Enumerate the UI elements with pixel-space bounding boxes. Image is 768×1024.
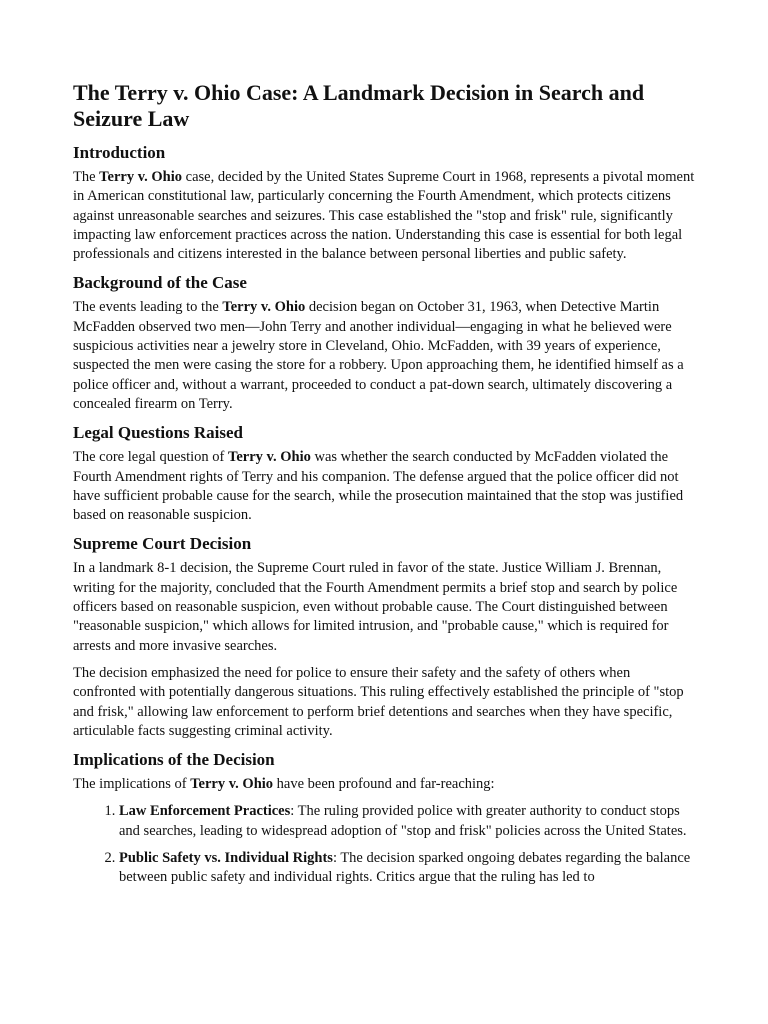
case-name: Terry v. Ohio	[99, 169, 183, 185]
section-heading: Background of the Case	[73, 273, 247, 293]
case-name: Terry v. Ohio	[228, 449, 311, 466]
list-item: 2. Public Safety vs. Individual Rights: The decision sparked ongoing debates regarding the balance between public safety and individual rights. Critics argue that the ruling has led to	[119, 849, 695, 888]
section-heading: Supreme Court Decision	[73, 534, 252, 554]
section-heading: Implications of the Decision	[73, 750, 275, 770]
paragraph: In a landmark 8-1 decision, the Supreme Court ruled in favor of the state. Justice William J. Brennan, writing for the majority, concluded that the Fourth Amendment permits a brief stop and search by police officers based on reasonable suspicion, even without probable cause. The Court distinguished between "reasonable suspicion," which allows for limited intrusion, and "probable cause," which is required for arrests and more invasive searches.	[73, 560, 678, 654]
section-heading: Introduction	[73, 143, 166, 162]
case-name: Terry v. Ohio	[222, 299, 306, 316]
page-title: The Terry v. Ohio Case: A Landmark Decision in Search and Seizure Law	[73, 80, 645, 131]
paragraph: The implications of Terry v. Ohio have been profound and far-reaching:	[73, 776, 495, 793]
section-supreme-court-decision	[73, 533, 695, 741]
section-implications	[73, 749, 695, 887]
paragraph: The Terry v. Ohio case, decided by the United States Supreme Court in 1968, represents a pivotal moment in American constitutional law, particularly concerning the Fourth Amendment, which protects citizens against unreasonable searches and seizures. This case established the "stop and frisk" rule, significantly impacting law enforcement practices across the nation. Understanding this case is essential for both legal professionals and citizens interested in the balance between personal liberties and public safety.	[73, 169, 695, 263]
section-legal-questions	[73, 422, 695, 525]
paragraph: The decision emphasized the need for police to ensure their safety and the safety of others when confronted with potentially dangerous situations. This ruling effectively established the principle of "stop and frisk," allowing law enforcement to perform brief detentions and searches when they have specific, articulable facts suggesting criminal activity.	[73, 664, 684, 739]
section-background	[73, 272, 695, 414]
list-item: 1. Law Enforcement Practices: The ruling provided police with greater authority to conduct stops and searches, leading to widespread adoption of "stop and frisk" policies across the United States.	[119, 802, 695, 841]
paragraph: The events leading to the Terry v. Ohio decision began on October 31, 1963, when Detective Martin McFadden observed two men—John Terry and another individual—engaging in what he believed were suspicious activities near a jewelry store in Cleveland, Ohio. McFadden, with 39 years of experience, suspected the men were casing the store for a robbery. Upon approaching them, he identified himself as a police officer and, without a warrant, proceeded to conduct a pat-down search, ultimately discovering a concealed firearm on Terry.	[73, 299, 684, 412]
list-item-term: Law Enforcement Practices	[119, 803, 291, 820]
case-name: Terry v. Ohio	[190, 776, 274, 793]
section-introduction	[73, 142, 695, 264]
list-item-term: Public Safety vs. Individual Rights	[119, 850, 333, 867]
implications-list	[73, 802, 695, 887]
paragraph: The core legal question of Terry v. Ohio was whether the search conducted by McFadden violated the Fourth Amendment rights of Terry and his companion. The defense argued that the police officer did not have sufficient probable cause for the search, while the prosecution maintained that the stop was justified based on reasonable suspicion.	[73, 449, 684, 524]
section-heading: Legal Questions Raised	[73, 423, 244, 443]
